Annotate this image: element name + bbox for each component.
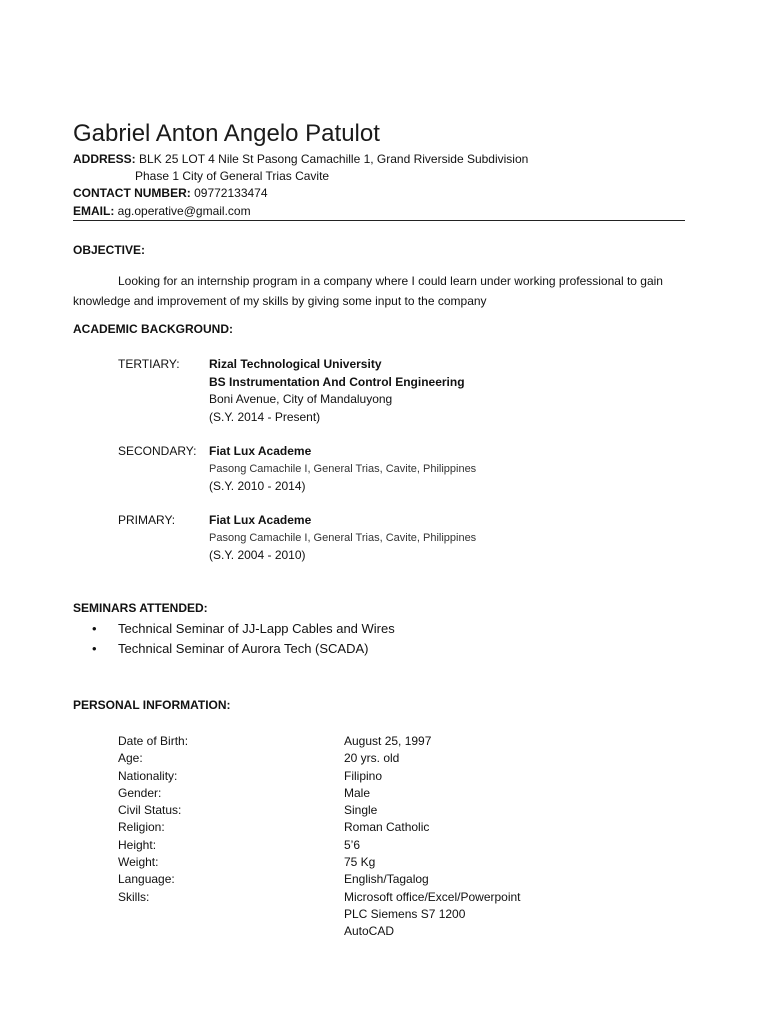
religion-value: Roman Catholic xyxy=(344,820,430,835)
seminars-heading: SEMINARS ATTENDED: xyxy=(73,601,208,615)
email-label: EMAIL: xyxy=(73,204,115,218)
seminars-list xyxy=(92,619,395,659)
religion-label: Religion: xyxy=(118,820,165,835)
tertiary-years: (S.Y. 2014 - Present) xyxy=(209,409,321,424)
civil-status-label: Civil Status: xyxy=(118,803,182,818)
skills-label: Skills: xyxy=(118,889,150,904)
nationality-label: Nationality: xyxy=(118,768,178,783)
dob-label: Date of Birth: xyxy=(118,734,189,748)
secondary-years: (S.Y. 2010 - 2014) xyxy=(209,479,306,493)
seminar-item: • Technical Seminar of Aurora Tech (SCADA) xyxy=(92,639,395,659)
skills-value: AutoCAD xyxy=(344,924,395,939)
personal-labels xyxy=(118,733,188,906)
contact-value: 09772133474 xyxy=(194,186,268,200)
email-value: ag.operative@gmail.com xyxy=(117,204,251,218)
applicant-name: Gabriel Anton Angelo Patulot xyxy=(73,120,380,147)
primary-school: Fiat Lux Academe xyxy=(209,513,312,527)
email-line xyxy=(73,203,251,220)
contact-label: CONTACT NUMBER: xyxy=(73,186,191,200)
tertiary-details xyxy=(209,356,465,426)
skills-value: Microsoft office/Excel/Powerpoint xyxy=(344,889,521,904)
nationality-value: Filipino xyxy=(344,768,383,783)
gender-label: Gender: xyxy=(118,785,162,800)
address-label: ADDRESS: xyxy=(73,152,136,166)
primary-details xyxy=(209,512,476,565)
dob-value: August 25, 1997 xyxy=(344,734,432,748)
seminar-item: • Technical Seminar of JJ-Lapp Cables and Wires xyxy=(92,619,395,639)
secondary-school: Fiat Lux Academe xyxy=(209,444,312,458)
contact-line xyxy=(73,185,268,202)
address-line xyxy=(73,151,528,168)
language-label: Language: xyxy=(118,872,175,887)
height-label: Height: xyxy=(118,837,157,852)
tertiary-address: Boni Avenue, City of Mandaluyong xyxy=(209,392,393,406)
age-value: 20 yrs. old xyxy=(344,751,400,766)
tertiary-label: TERTIARY: xyxy=(118,357,180,371)
personal-values xyxy=(344,733,521,941)
primary-label: PRIMARY: xyxy=(118,513,176,527)
secondary-details xyxy=(209,443,476,496)
height-value: 5’6 xyxy=(344,837,361,852)
academic-heading: ACADEMIC BACKGROUND: xyxy=(73,322,233,336)
secondary-label: SECONDARY: xyxy=(118,444,197,458)
language-value: English/Tagalog xyxy=(344,872,429,887)
weight-label: Weight: xyxy=(118,855,159,870)
civil-status-value: Single xyxy=(344,803,378,818)
age-label: Age: xyxy=(118,751,143,766)
secondary-address: Pasong Camachile I, General Trias, Cavite, Philippines xyxy=(209,462,477,475)
tertiary-school: Rizal Technological University xyxy=(209,357,382,371)
weight-value: 75 Kg xyxy=(344,855,376,870)
skills-value: PLC Siemens S7 1200 xyxy=(344,906,466,921)
primary-years: (S.Y. 2004 - 2010) xyxy=(209,548,306,562)
objective-text: Looking for an internship program in a company where I could learn under working professional to gain knowledge and improvement of my skills by giving some input to the company xyxy=(73,274,663,308)
primary-address: Pasong Camachile I, General Trias, Cavite, Philippines xyxy=(209,531,477,544)
header-divider xyxy=(73,220,685,221)
objective-heading: OBJECTIVE: xyxy=(73,243,146,257)
personal-heading: PERSONAL INFORMATION: xyxy=(73,698,231,712)
gender-value: Male xyxy=(344,785,371,800)
address-value-line1: BLK 25 LOT 4 Nile St Pasong Camachille 1, Grand Riverside Subdivision xyxy=(139,152,529,166)
address-value-line2: Phase 1 City of General Trias Cavite xyxy=(135,169,330,183)
tertiary-course: BS Instrumentation And Control Engineering xyxy=(209,374,465,389)
